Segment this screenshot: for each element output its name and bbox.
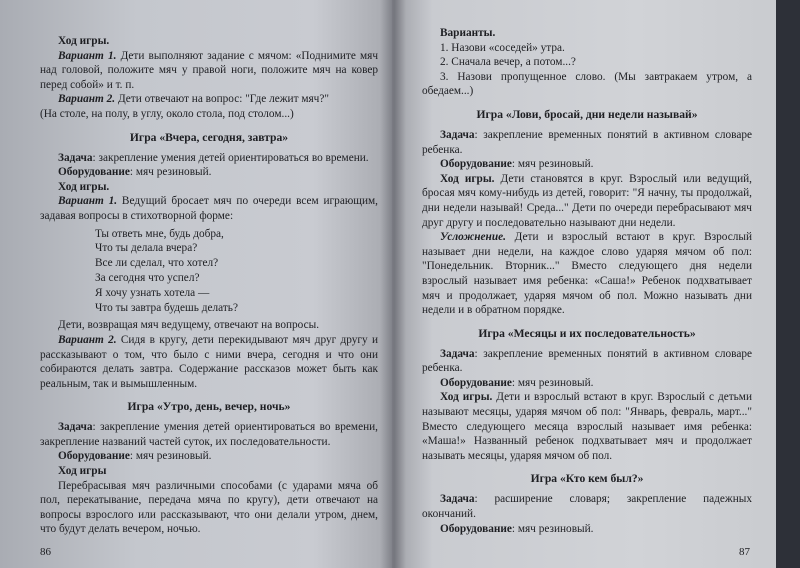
poem-line: Все ли сделал, что хотел? xyxy=(95,257,219,270)
paragraph-text: : мяч резиновый. xyxy=(511,522,594,535)
equipment-paragraph xyxy=(422,157,752,172)
paragraph-text: : закрепление временных понятий в активном словаре ребенка. xyxy=(422,128,752,156)
task-label: Задача xyxy=(58,151,93,164)
task-label: Задача xyxy=(440,493,475,506)
intro-variant-1 xyxy=(40,49,378,93)
book-gutter-shadow xyxy=(380,0,406,568)
variants-label: Варианты. xyxy=(440,27,496,39)
equipment-label: Оборудование xyxy=(58,166,130,179)
poem-line: Что ты завтра будешь делать? xyxy=(95,301,238,314)
paragraph-text: Дети отвечают на вопрос: "Где лежит мяч?" xyxy=(115,93,329,106)
left-page xyxy=(0,0,392,568)
task-label: Задача xyxy=(440,347,475,360)
intro-answers xyxy=(40,107,378,122)
paragraph-text: : закрепление умения детей ориентироваться во времени, закрепление названий частей суток, их последовательности. xyxy=(40,421,378,448)
equipment-paragraph xyxy=(40,165,378,180)
paragraph-text: : мяч резиновый. xyxy=(511,158,594,171)
equipment-label: Оборудование xyxy=(440,522,512,535)
paragraph-text: : мяч резиновый. xyxy=(511,376,594,389)
game-title: Игра «Кто кем был?» xyxy=(530,472,644,486)
variant-item: 3. Назови пропущенное слово. (Мы завтракаем утром, а обедаем...) xyxy=(422,70,752,98)
equipment-label: Оборудование xyxy=(58,450,130,463)
task-paragraph xyxy=(422,128,752,157)
task-paragraph xyxy=(40,151,378,166)
paragraph-text: : мяч резиновый. xyxy=(129,450,212,463)
variant-label: Вариант 1. xyxy=(58,49,117,62)
task-label: Задача xyxy=(58,421,93,434)
paragraph-text: Дети и взрослый встают в круг. Взрослый называет дни недели, на каждое слово ударяя мячом об пол: "Понедельник. Вторник..." Вместо следующего дня недели взрослый называет имя ребенка: «Саша!» Ребенок подхватывает мяч и продолжает, ударяя мячом об пол. Можно называть дни недели и в обратном порядке. xyxy=(422,231,752,317)
equipment-label: Оборудование xyxy=(440,158,512,171)
paragraph: Дети, возвращая мяч ведущему, отвечают на вопросы. xyxy=(58,319,320,332)
paragraph-text: Дети выполняют задание с мячом: «Поднимите мяч над головой, положите мяч у правой ноги, положите мяч на ковер перед собой» и т. п. xyxy=(40,49,379,91)
course-paragraph xyxy=(40,180,378,195)
paragraph-text: Сидя в кругу, дети перекидывают мяч друг другу и рассказывают о том, что было с ними вчера, сегодня и что они собираются делать завтра. Содержание рассказов может быть как реальным, так и вымышленным. xyxy=(40,333,378,390)
game-title: Игра «Утро, день, вечер, ночь» xyxy=(127,400,291,414)
variant-label: Вариант 1. xyxy=(58,195,118,208)
variants-heading xyxy=(422,26,752,41)
variant-paragraph xyxy=(40,194,378,223)
paragraph-text: (На столе, на полу, в углу, около стола, под столом...) xyxy=(40,107,294,120)
poem-line: За сегодня что успел? xyxy=(95,271,200,284)
variant-item: 2. Сначала вечер, а потом...? xyxy=(440,56,576,69)
variant-label: Вариант 2. xyxy=(58,333,117,346)
paragraph-text: : закрепление временных понятий в активном словаре ребенка. xyxy=(422,347,752,375)
course-label: Ход игры. xyxy=(440,391,493,404)
equipment-paragraph xyxy=(422,376,752,391)
paragraph-text: : расширение словаря; закрепление падежных окончаний. xyxy=(422,493,752,521)
task-paragraph xyxy=(40,420,378,449)
complication-paragraph xyxy=(422,230,752,318)
course-label: Ход игры. xyxy=(58,35,110,47)
course-label: Ход игры. xyxy=(440,172,495,185)
course-label: Ход игры xyxy=(58,465,107,478)
paragraph-text: : мяч резиновый. xyxy=(129,166,212,179)
variant-item: 1. Назови «соседей» утра. xyxy=(440,41,565,54)
variant-paragraph xyxy=(40,333,378,391)
poem-line: Я хочу узнать хотела — xyxy=(95,286,210,299)
variant-label: Вариант 2. xyxy=(58,93,116,106)
paragraph-text: Дети и взрослый встают в круг. Взрослый с детьми называют месяцы, ударяя мячом об пол: "Январь, февраль, март..." Вместо следующего месяца взрослый называет имя ребенка: «Маша!» Названный ребенок подхватывает мяч и продолжает называть месяцы, ударяя мячом об пол. xyxy=(422,391,752,462)
task-label: Задача xyxy=(440,128,475,141)
game-title: Игра «Вчера, сегодня, завтра» xyxy=(129,130,289,144)
intro-course xyxy=(40,34,378,49)
paragraph-text: : закрепление умения детей ориентироваться во времени. xyxy=(92,151,369,164)
paragraph-text: Дети становятся в круг. Взрослый или ведущий, бросая мяч кому-нибудь из детей, говорит: "Я начну, ты продолжай, дни недели называй! Среда..." Дети по очереди перебрасывают мяч друг другу и последовательно называют дни недели. xyxy=(422,172,752,229)
equipment-paragraph xyxy=(40,449,378,464)
game-title: Игра «Лови, бросай, дни недели называй» xyxy=(476,107,698,121)
task-paragraph xyxy=(422,492,752,521)
task-paragraph xyxy=(422,347,752,376)
background-edge xyxy=(776,0,800,568)
paragraph: Перебрасывая мяч различными способами (с ударами мяча об пол, перекатывание, передача мяча по кругу), дети отвечают на вопросы взрослого или рассказывают, что они делали утром, днем, что будут делать вечером, ночью. xyxy=(40,479,378,536)
game-title: Игра «Месяцы и их последовательность» xyxy=(478,326,696,340)
equipment-paragraph xyxy=(422,522,752,537)
course-paragraph xyxy=(40,464,378,479)
poem-line: Что ты делала вчера? xyxy=(95,242,198,255)
poem xyxy=(95,227,378,316)
course-label: Ход игры. xyxy=(58,180,110,193)
intro-variant-2 xyxy=(40,92,378,107)
poem-line: Ты ответь мне, будь добра, xyxy=(95,227,224,240)
equipment-label: Оборудование xyxy=(440,376,512,389)
page-number: 87 xyxy=(739,546,750,558)
page-number: 86 xyxy=(40,546,51,558)
course-paragraph xyxy=(422,172,752,230)
right-page xyxy=(392,0,800,568)
complication-label: Усложнение. xyxy=(440,231,506,244)
course-paragraph xyxy=(422,390,752,463)
paragraph-text: Ведущий бросает мяч по очереди всем играющим, задавая вопросы в стихотворной форме: xyxy=(40,195,378,222)
